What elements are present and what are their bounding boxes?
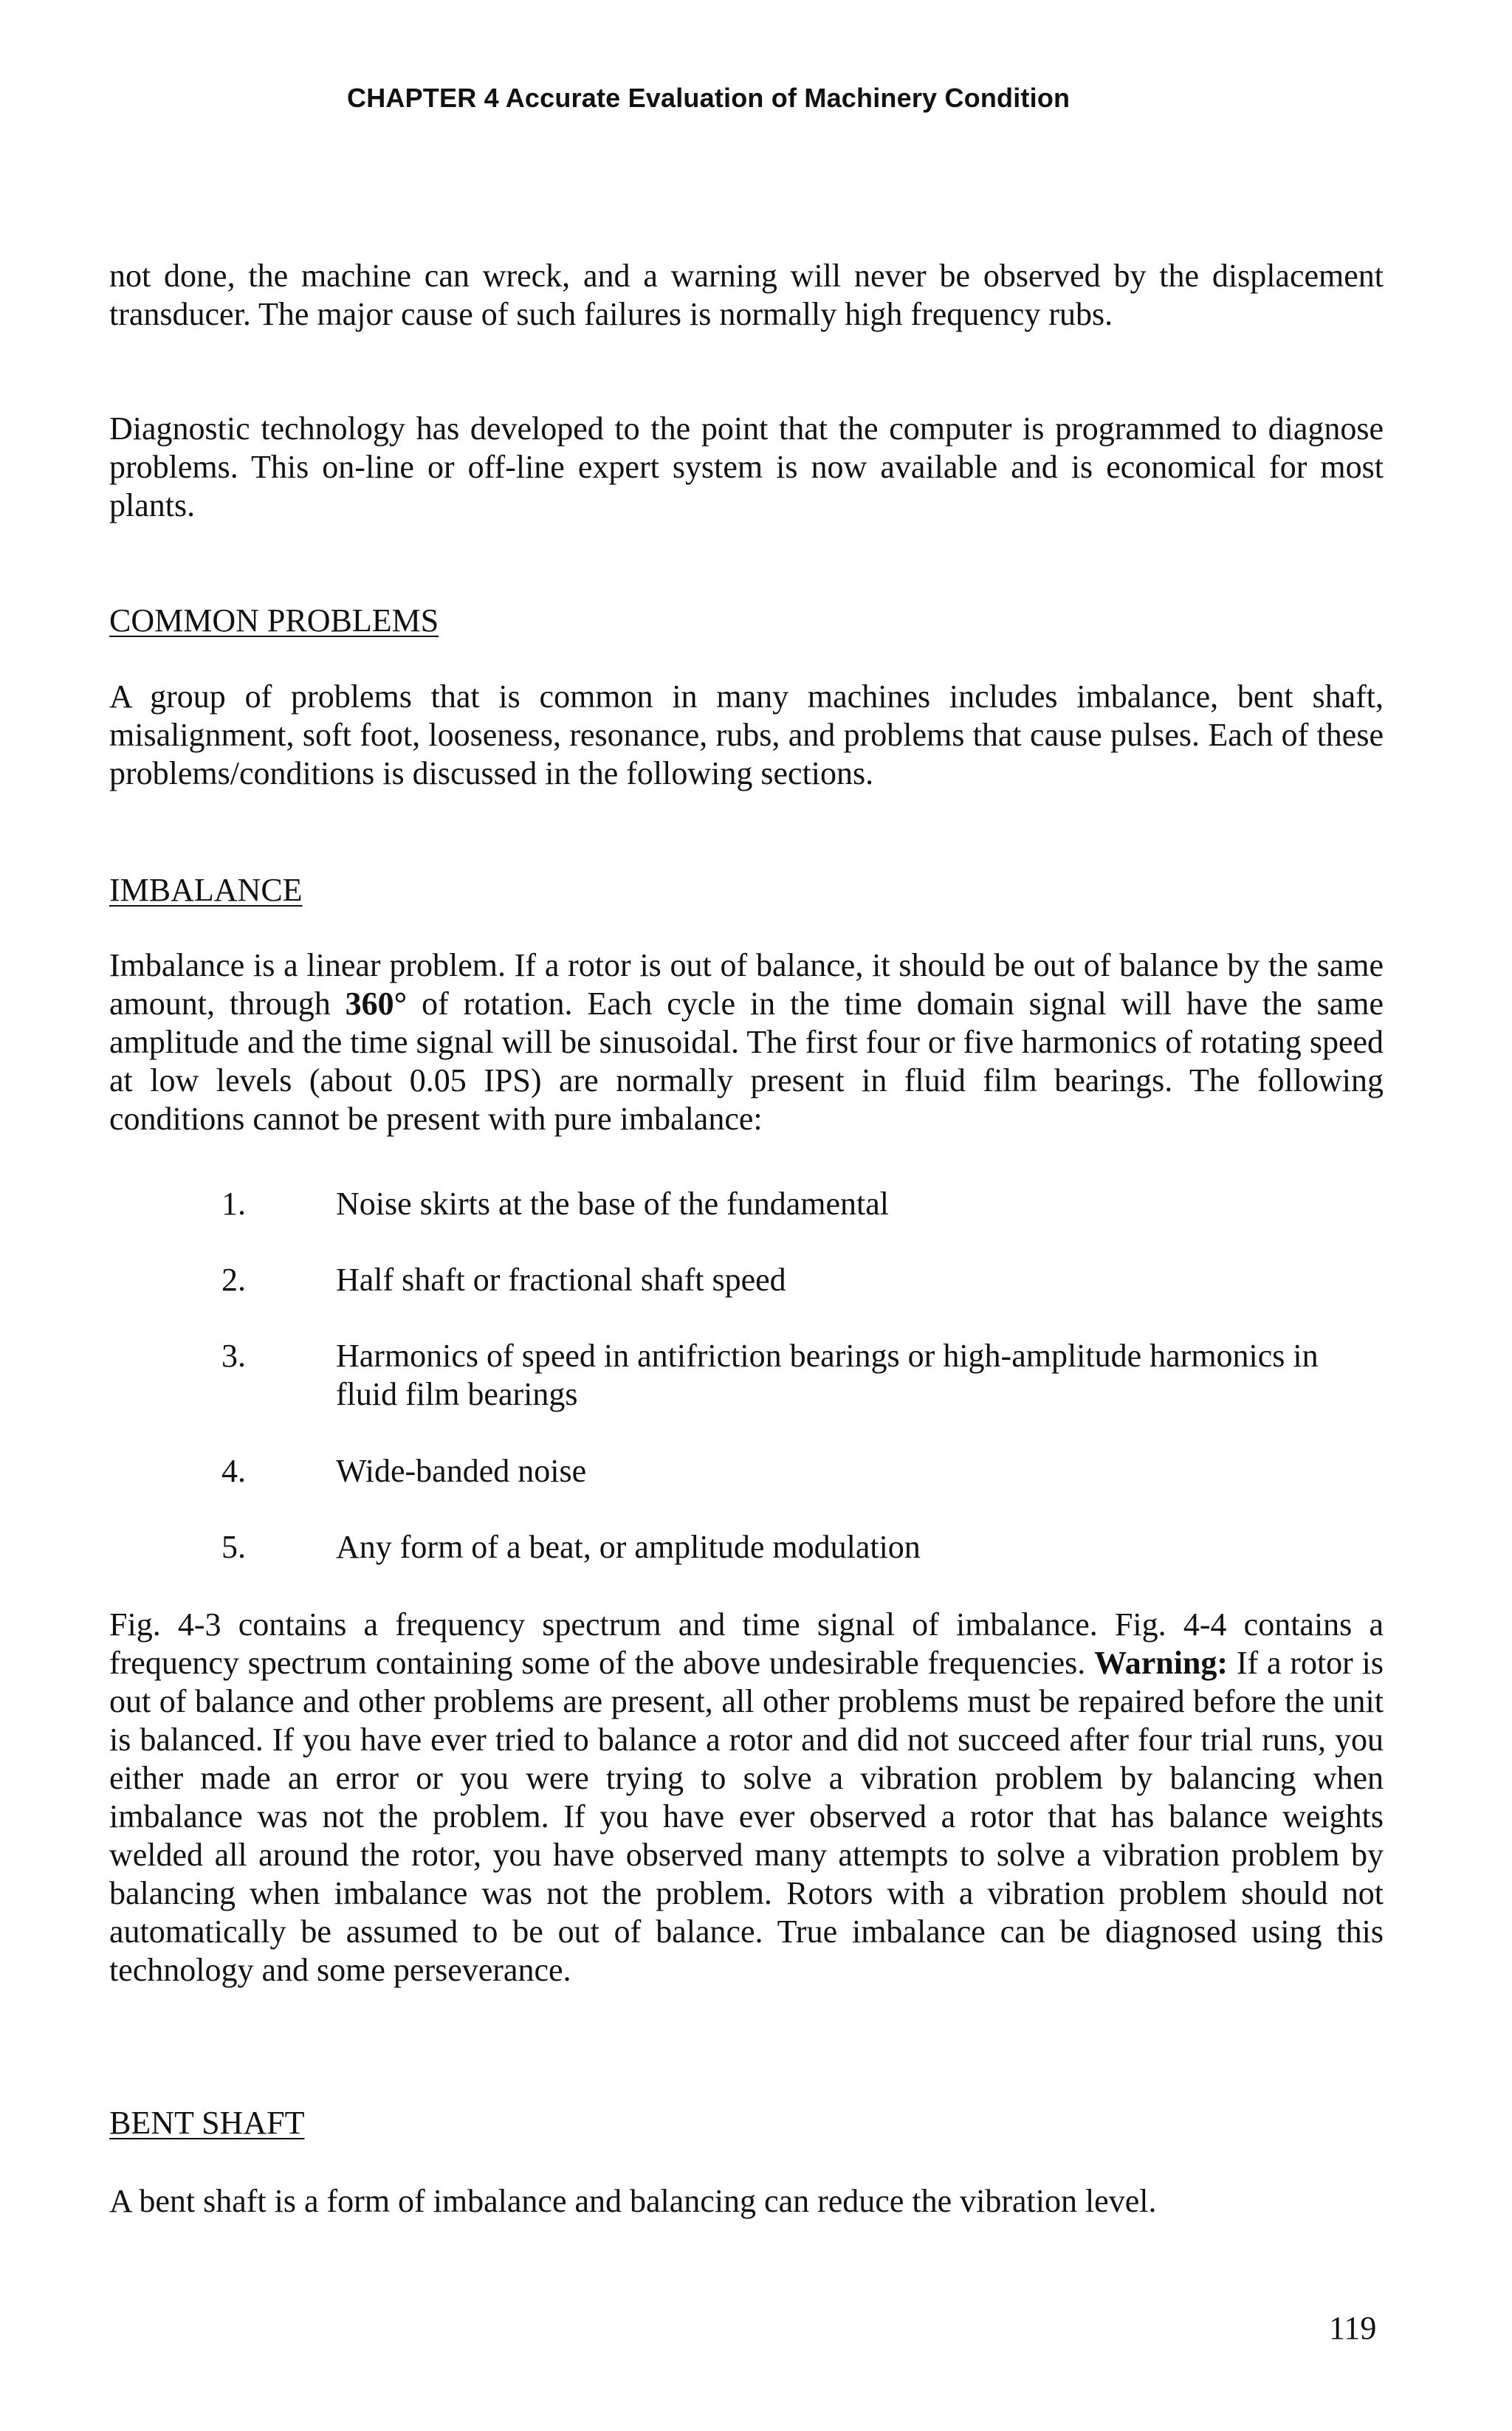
page-number: 119 <box>1329 2310 1377 2346</box>
list-item-number: 4. <box>221 1453 246 1489</box>
list-item-text: Harmonics of speed in antifriction bearings or high-amplitude harmonics in fluid film bearings <box>336 1338 1319 1412</box>
degrees-value: 360° <box>345 986 408 1022</box>
paragraph-diagnostic-technology: Diagnostic technology has developed to the point that the computer is programmed to diagnose problems. This on-line or off-line expert system is now available and is economical for most plants. <box>109 410 1384 523</box>
paragraph-imbalance-figures-warning <box>109 1606 1384 1990</box>
warning-text: If a rotor is out of balance and other problems are present, all other problems must be repaired before the unit is balanced. If you have ever tried to balance a rotor and did not succeed after four trial runs, you either made an error or you were trying to solve a vibration problem by balancing when imbalance was not the problem. If you have ever observed a rotor that has balance weights welded all around the rotor, you have observed many attempts to solve a vibration problem by balancing when imbalance was not the problem. Rotors with a vibration problem should not automatically be assumed to be out of balance. True imbalance can be diagnosed using this technology and some perseverance. <box>109 1645 1384 1988</box>
heading-bent-shaft: BENT SHAFT <box>109 2105 305 2141</box>
paragraph-intro-continued: not done, the machine can wreck, and a warning will never be observed by the displacement transducer. The major cause of such failures is normally high frequency rubs. <box>109 258 1384 332</box>
list-item-number: 1. <box>221 1186 246 1222</box>
list-item-text: Any form of a beat, or amplitude modulation <box>336 1529 921 1565</box>
running-head: CHAPTER 4 Accurate Evaluation of Machinery Condition <box>347 83 1071 113</box>
warning-label: Warning: <box>1094 1645 1228 1681</box>
paragraph-common-problems: A group of problems that is common in many machines includes imbalance, bent shaft, misalignment, soft foot, looseness, resonance, rubs, and problems that cause pulses. Each of these problems/conditions is discussed in the following sections. <box>109 678 1384 791</box>
heading-common-problems: COMMON PROBLEMS <box>109 602 439 639</box>
paragraph-imbalance <box>109 946 1384 1138</box>
imbalance-text-a: Imbalance is a linear problem. If a rotor is out of balance, it should be out of balance by the same amount, through <box>109 947 1384 1022</box>
paragraph-bent-shaft: A bent shaft is a form of imbalance and balancing can reduce the vibration level. <box>109 2183 1157 2219</box>
list-item-number: 2. <box>221 1262 246 1298</box>
heading-imbalance: IMBALANCE <box>109 872 303 908</box>
list-item-number: 3. <box>221 1338 246 1374</box>
figures-text: Fig. 4-3 contains a frequency spectrum and time signal of imbalance. Fig. 4-4 contains a frequency spectrum containing some of the above undesirable frequencies. <box>109 1606 1384 1681</box>
list-item-text: Noise skirts at the base of the fundamental <box>336 1186 890 1222</box>
list-item-number: 5. <box>221 1529 246 1565</box>
imbalance-text-b: of rotation. Each cycle in the time domain signal will have the same amplitude and the time signal will be sinusoidal. The first four or five harmonics of rotating speed at low levels (about 0.05 IPS) are normally present in fluid film bearings. The following conditions cannot be present with pure imbalance: <box>109 986 1384 1137</box>
list-item-text: Half shaft or fractional shaft speed <box>336 1262 786 1298</box>
list-item-text: Wide-banded noise <box>336 1453 587 1489</box>
